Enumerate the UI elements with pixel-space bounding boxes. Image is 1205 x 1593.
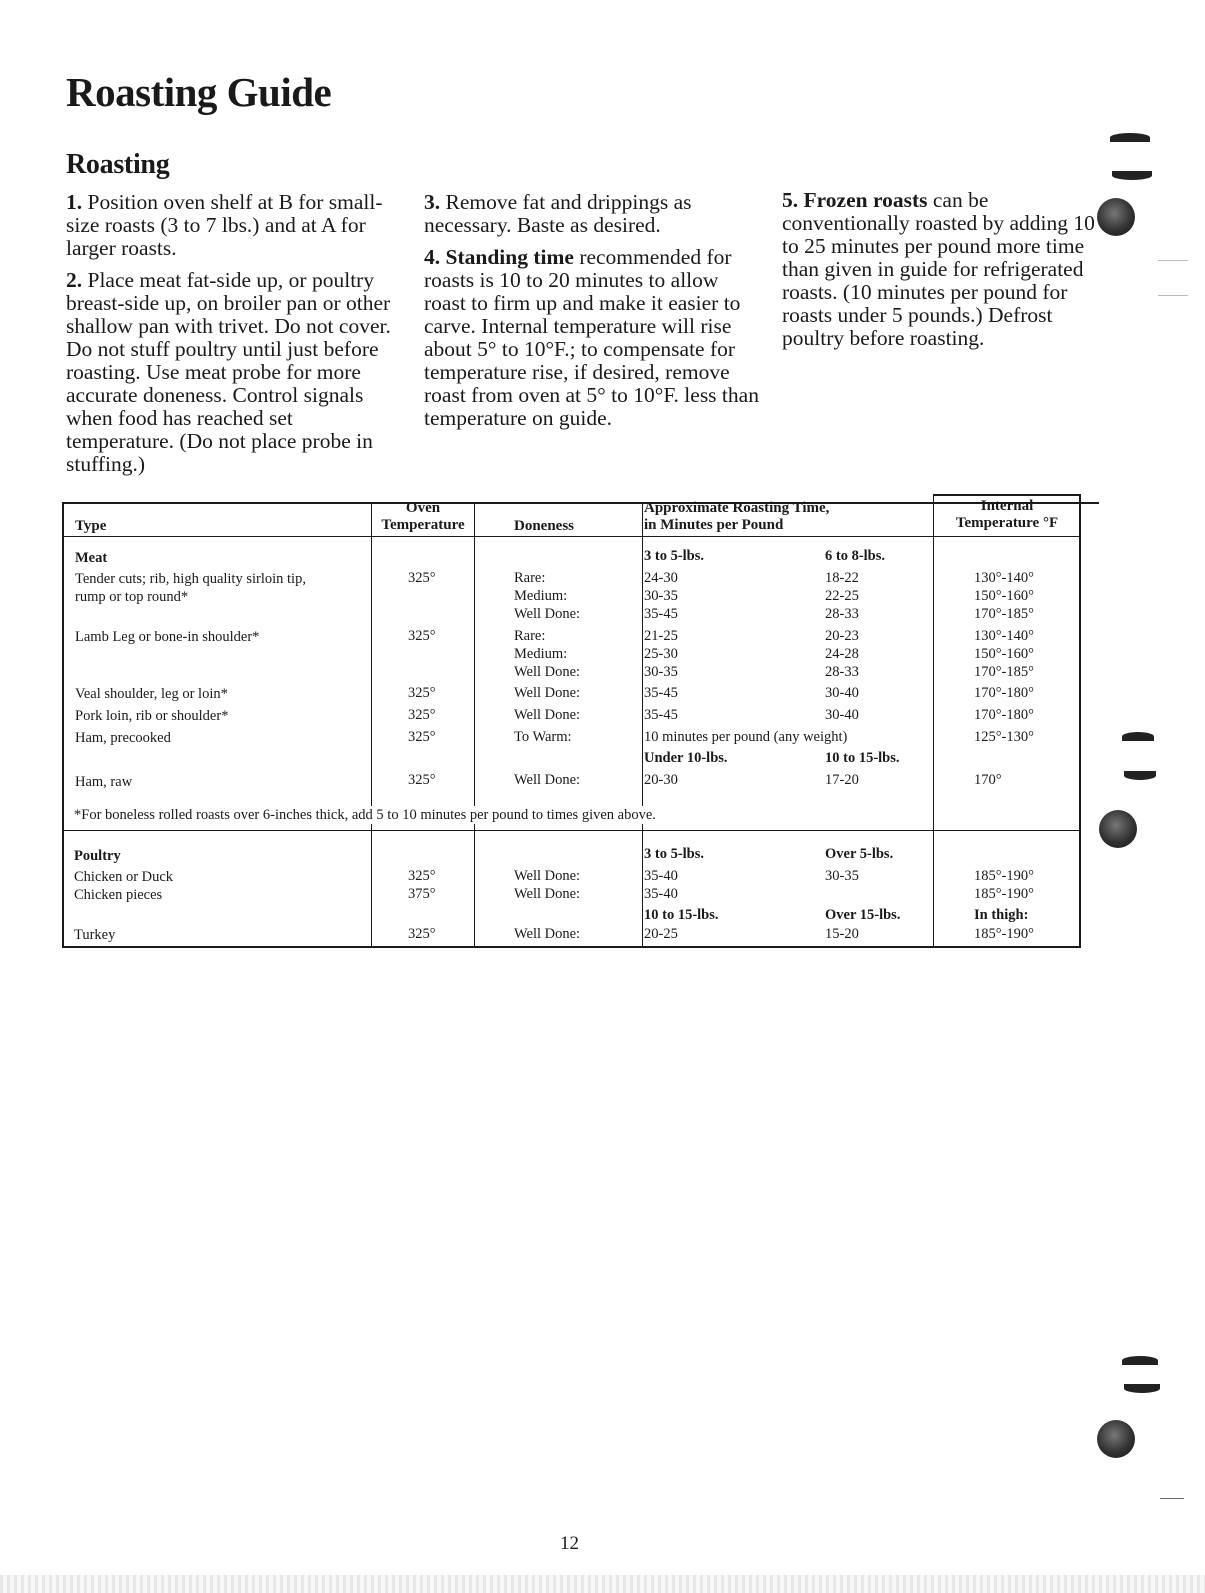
step-1-text: Position oven shelf at B for small-size roasts (3 to 7 lbs.) and at A for larger roasts. — [66, 190, 383, 260]
poultry-weight-over-5: Over 5-lbs. — [825, 846, 894, 862]
table-cell-doneness: Well Done: — [514, 606, 581, 622]
table-cell-doneness: Well Done: — [514, 664, 581, 680]
scan-speck — [1160, 1498, 1184, 1499]
table-cell-internal: 125°-130° — [974, 729, 1034, 745]
table-cell-oven: 325° — [408, 868, 436, 884]
table-row-type: Chicken pieces — [74, 887, 163, 903]
table-cell-internal: 130°-140° — [974, 570, 1034, 586]
step-5 — [782, 189, 1102, 350]
table-cell-doneness: Well Done: — [514, 886, 581, 902]
table-row-type: Tender cuts; rib, high quality sirloin tip, — [75, 571, 306, 587]
scan-edge-noise — [0, 1575, 1205, 1593]
table-row-type: Ham, precooked — [75, 730, 171, 746]
table-cell-time: 15-20 — [825, 926, 859, 942]
table-cell-time: 35-45 — [644, 606, 678, 622]
table-cell-time: 22-25 — [825, 588, 859, 604]
table-row-type: Chicken or Duck — [74, 869, 174, 885]
table-cell-internal: 170°-180° — [974, 707, 1034, 723]
binder-hole — [1097, 198, 1135, 236]
table-cell-doneness: To Warm: — [514, 729, 572, 745]
table-cell-time: 30-40 — [825, 685, 859, 701]
poultry-weight-3-5: 3 to 5-lbs. — [644, 846, 705, 862]
binder-hole — [1099, 810, 1137, 848]
binder-hole — [1097, 1420, 1135, 1458]
col-divider-internal — [933, 494, 934, 946]
table-cell-time: 28-33 — [825, 606, 859, 622]
page-number: 12 — [560, 1533, 579, 1554]
poultry-in-thigh: In thigh: — [974, 907, 1029, 923]
table-cell-oven: 325° — [408, 570, 436, 586]
table-cell-time: 17-20 — [825, 772, 859, 788]
scan-speck — [1158, 295, 1188, 296]
section-title: Roasting — [66, 149, 170, 180]
table-bottom-border — [62, 946, 1081, 948]
header-oven-line2: Temperature — [381, 517, 465, 533]
step-4-number: 4. — [424, 245, 441, 269]
roasting-table — [62, 498, 1099, 961]
table-cell-time: 30-35 — [825, 868, 859, 884]
table-cell-doneness: Medium: — [514, 646, 568, 662]
col-divider-doneness — [474, 502, 475, 946]
header-internal-line2: Temperature °F — [955, 515, 1059, 531]
table-cell-time: 30-35 — [644, 664, 678, 680]
table-cell-oven: 325° — [408, 628, 436, 644]
table-row-type: rump or top round* — [75, 589, 189, 605]
binder-tab-mark — [1122, 732, 1154, 741]
step-2-number: 2. — [66, 268, 83, 292]
table-cell-time: 25-30 — [644, 646, 678, 662]
meat-weight-6-8: 6 to 8-lbs. — [825, 548, 886, 564]
binder-tab-mark — [1124, 1384, 1160, 1393]
table-cell-doneness: Well Done: — [514, 685, 581, 701]
header-time-line1: Approximate Roasting Time, — [644, 500, 830, 516]
table-cell-oven: 375° — [408, 886, 436, 902]
table-cell-doneness: Well Done: — [514, 868, 581, 884]
table-cell-internal: 170° — [974, 772, 1002, 788]
table-row-type: Veal shoulder, leg or loin* — [75, 686, 228, 702]
table-cell-doneness: Rare: — [514, 628, 546, 644]
step-4-heading: Standing time — [445, 245, 574, 269]
poultry-weight-10-15: 10 to 15-lbs. — [644, 907, 719, 923]
binder-tab-mark — [1124, 771, 1156, 780]
table-cell-doneness: Medium: — [514, 588, 568, 604]
table-cell-internal: 170°-185° — [974, 606, 1034, 622]
table-cell-oven: 325° — [408, 707, 436, 723]
meat-weight-3-5: 3 to 5-lbs. — [644, 548, 705, 564]
step-1-number: 1. — [66, 190, 83, 214]
table-row-type: Turkey — [74, 927, 116, 943]
table-cell-time: 24-28 — [825, 646, 859, 662]
table-cell-internal: 150°-160° — [974, 646, 1034, 662]
table-cell-time: 20-30 — [644, 772, 678, 788]
table-cell-time: 35-45 — [644, 685, 678, 701]
table-cell-time: 24-30 — [644, 570, 678, 586]
table-cell-doneness: Well Done: — [514, 707, 581, 723]
table-cell-doneness: Well Done: — [514, 926, 581, 942]
table-cell-time: 18-22 — [825, 570, 859, 586]
meat-weight-10-15: 10 to 15-lbs. — [825, 750, 900, 766]
binder-tab-mark — [1112, 171, 1152, 180]
table-cell-internal: 150°-160° — [974, 588, 1034, 604]
step-5-heading: Frozen roasts — [803, 188, 928, 212]
header-doneness: Doneness — [514, 518, 575, 534]
poultry-section-label: Poultry — [74, 848, 121, 864]
instructions-column-1 — [66, 191, 396, 485]
table-cell-time: 28-33 — [825, 664, 859, 680]
table-cell-internal: 170°-185° — [974, 664, 1034, 680]
table-cell-oven: 325° — [408, 685, 436, 701]
table-row-type: Ham, raw — [75, 774, 133, 790]
meat-section-label: Meat — [75, 550, 108, 566]
step-3 — [424, 191, 764, 237]
table-cell-doneness: Rare: — [514, 570, 546, 586]
header-time-line2: in Minutes per Pound — [644, 517, 784, 533]
step-5-number: 5. — [782, 188, 799, 212]
table-cell-time: 35-45 — [644, 707, 678, 723]
meat-footnote: *For boneless rolled roasts over 6-inches thick, add 5 to 10 minutes per pound to times given above. — [74, 806, 660, 824]
step-4-text: recommended for roasts is 10 to 20 minutes to allow roast to firm up and make it easier to carve. Internal temperature will rise about 5° to 10°F.; to compensate for temperature rise, if desired, remove roast from oven at 5° to 10°F. less than temperature on guide. — [424, 245, 759, 430]
table-row-type: Lamb Leg or bone-in shoulder* — [75, 629, 260, 645]
step-2-text: Place meat fat-side up, or poultry breast-side up, on broiler pan or other shallow pan with trivet. Do not cover. Do not stuff poultry until just before roasting. Use meat probe for more accurate doneness. Control signals when food has reached set temperature. (Do not place probe in stuffing.) — [66, 268, 391, 476]
table-cell-internal: 130°-140° — [974, 628, 1034, 644]
table-cell-internal: 185°-190° — [974, 886, 1034, 902]
binder-tab-mark — [1122, 1356, 1158, 1365]
col-divider-time — [642, 502, 643, 946]
meat-weight-under-10: Under 10-lbs. — [644, 750, 728, 766]
step-4 — [424, 246, 764, 430]
step-3-number: 3. — [424, 190, 441, 214]
step-2 — [66, 269, 396, 476]
table-cell-time: 20-25 — [644, 926, 678, 942]
table-cell-internal: 185°-190° — [974, 868, 1034, 884]
instructions-column-3 — [782, 189, 1102, 359]
table-cell-internal: 170°-180° — [974, 685, 1034, 701]
table-left-border — [62, 502, 64, 948]
table-cell-time: 35-40 — [644, 886, 678, 902]
table-cell-time: 30-35 — [644, 588, 678, 604]
table-cell-internal: 185°-190° — [974, 926, 1034, 942]
scan-speck — [1158, 260, 1188, 261]
table-right-border — [1079, 494, 1081, 948]
table-cell-time: 20-23 — [825, 628, 859, 644]
binder-tab-mark — [1110, 133, 1150, 142]
table-cell-doneness: Well Done: — [514, 772, 581, 788]
step-5-text: can be conventionally roasted by adding 10 to 25 minutes per pound more time than given in guide for refrigerated roasts. (10 minutes per pound for roasts under 5 pounds.) Defrost poultry before roasting. — [782, 188, 1095, 350]
header-oven-line1: Oven — [405, 500, 441, 516]
table-row-type: Pork loin, rib or shoulder* — [75, 708, 229, 724]
table-cell-oven: 325° — [408, 772, 436, 788]
table-cell-oven: 325° — [408, 729, 436, 745]
table-cell-time: 21-25 — [644, 628, 678, 644]
table-cell-time: 10 minutes per pound (any weight) — [644, 729, 848, 745]
header-divider — [62, 536, 1081, 537]
header-internal-line1: Internal — [980, 498, 1034, 514]
table-cell-time: 35-40 — [644, 868, 678, 884]
internal-header-top — [933, 494, 1080, 496]
step-3-text: Remove fat and drippings as necessary. Baste as desired. — [424, 190, 692, 237]
table-cell-time: 30-40 — [825, 707, 859, 723]
col-divider-oven — [371, 502, 372, 946]
table-cell-oven: 325° — [408, 926, 436, 942]
step-1 — [66, 191, 396, 260]
poultry-divider — [62, 830, 1081, 831]
instructions-column-2 — [424, 191, 764, 439]
poultry-weight-over-15: Over 15-lbs. — [825, 907, 901, 923]
header-type: Type — [75, 518, 107, 534]
page-title: Roasting Guide — [66, 69, 332, 115]
